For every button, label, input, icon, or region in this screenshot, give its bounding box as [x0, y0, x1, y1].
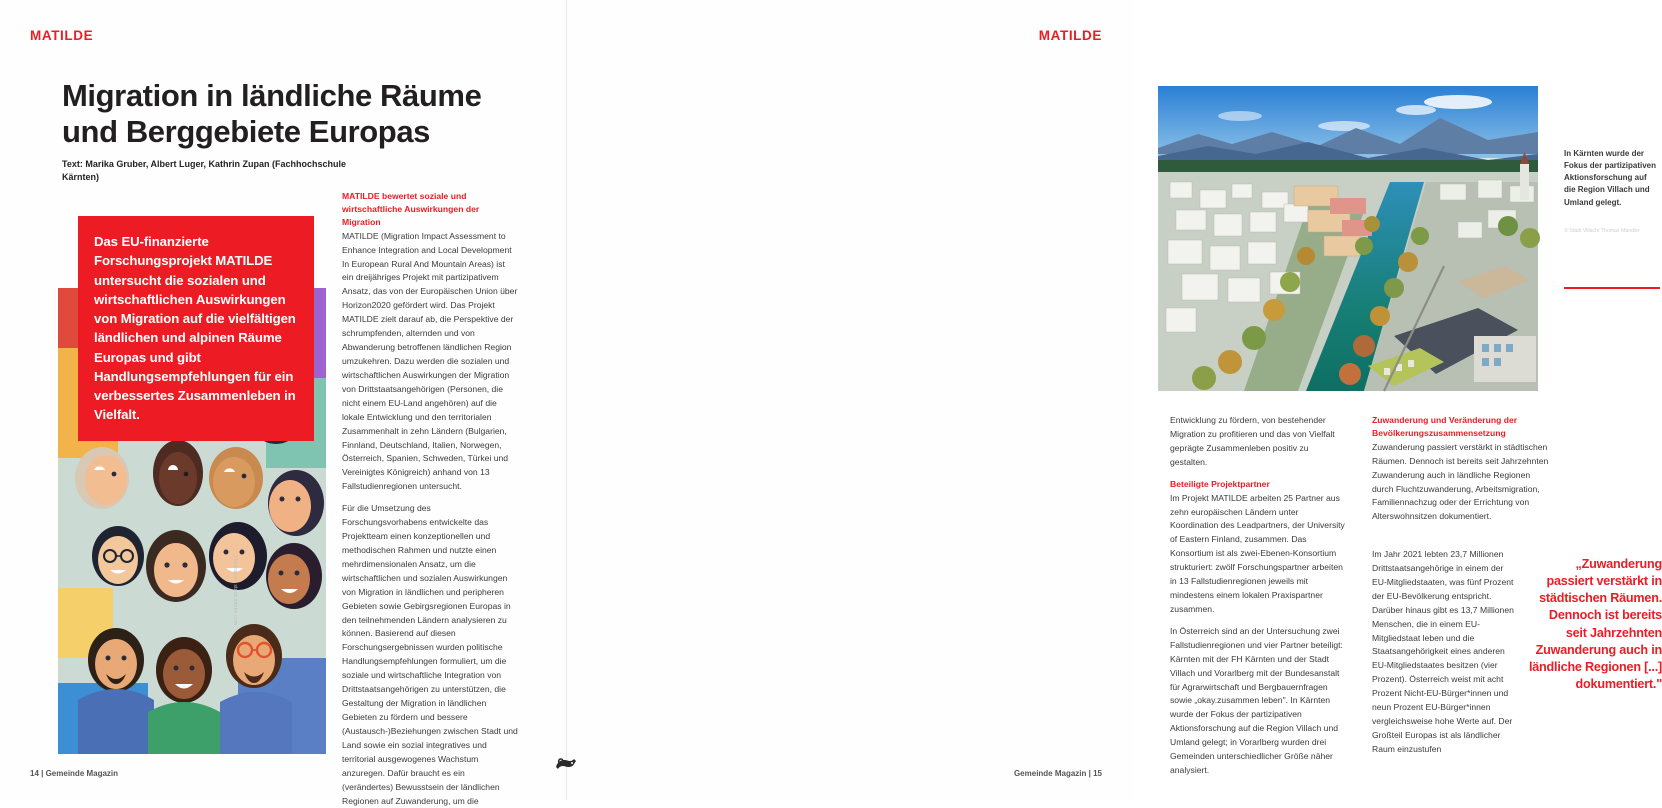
- body-column-right-1: [1170, 414, 1347, 778]
- photo-caption: In Kärnten wurde der Fokus der partizipativen Aktionsforschung auf die Region Villach und Umland gelegt.: [1564, 149, 1657, 207]
- body-column-right-2-continued: [1372, 548, 1514, 757]
- paragraph-text: MATILDE (Migration Impact Assessment to Enhance Integration and Local Development In European Rural And Mountain Areas) ist ein dreijähriges Projekt mit partizipativem Ansatz, das von der Europäischen Union über Horizon2020 gefördert wird. Das Projekt MATILDE zielt darauf ab, die Perspektive der schrumpfenden, alternden und von Abwanderung betroffenen ländlichen Region umzukehren. Dazu werden die sozialen und wirtschaftlichen Auswirkungen der Migration von Drittstaatsangehörigen (Personen, die nicht einem EU-Land angehören) auf die lokale Entwicklung und den territorialen Zusammenhalt in zehn Ländern (Bulgarien, Finnland, Deutschland, Italien, Norwegen, Österreich, Spanien, Schweden, Türkei und Vereinigtes Königreich) anhand von 13 Fallstudienregionen untersucht.: [342, 230, 518, 492]
- subheading: Beteiligte Projektpartner: [1170, 478, 1270, 489]
- folio-left: 14 | Gemeinde Magazin: [30, 769, 119, 778]
- lead-paragraph-box: Das EU-finanzierte Forschungsprojekt MATILDE untersucht die sozialen und wirtschaftlichen Auswirkungen von Migration auf die vielfältigen ländlichen und alpinen Räume Europas und gibt Handlungsempfehlungen für ein verbessertes Zusammenleben in Vielfalt.: [78, 216, 314, 441]
- subheading: Zuwanderung und Veränderung der Bevölkerungszusammensetzung: [1372, 415, 1518, 438]
- paragraph: Im Jahr 2021 lebten 23,7 Millionen Drittstaatsangehörige in einem der EU-Mitgliedstaaten, was fünf Prozent der EU-Bevölkerung entspricht. Darüber hinaus gibt es 13,7 Millionen Menschen, die in einem EU-Mitgliedstaat leben und die Staatsangehörigkeit eines anderen EU-Mitgliedstaates besitzen (vier Prozent). Österreich weist mit acht Prozent Nicht-EU-Bürger*innen und neun Prozent EU-Bürger*innen vergleichsweise hohe Werte auf. Der Großteil Europas ist als ländlicher Raum einzustufen: [1372, 549, 1514, 754]
- gutter-divider: [566, 0, 567, 800]
- running-head-left: MATILDE: [30, 28, 94, 43]
- body-column-right-2: [1372, 414, 1549, 524]
- villach-photo: [1158, 86, 1538, 391]
- photo-credit: © Stadt Villach/ Thomas Mandler: [1564, 228, 1640, 234]
- body-column-left-1: [342, 190, 518, 808]
- paragraph: Entwicklung zu fördern, von bestehender Migration zu profitieren und das von Vielfalt geprägte Zusammenleben positiv zu gestalten.: [1170, 415, 1335, 467]
- page-title: Migration in ländliche Räume und Berggebiete Europas: [62, 78, 482, 150]
- paragraph-text: Im Projekt MATILDE arbeiten 25 Partner aus zehn europäischen Ländern unter Koordination des Leadpartners, der University of Eastern Finland, zusammen. Das Konsortium ist als zwei-Ebenen-Konsortium strukturiert: zwölf Forschungspartner arbeiten in 13 Fallstudienregionen jeweils mit mindestens einem lokalen Praxispartner zusammen.: [1170, 492, 1345, 614]
- caption-rule: [1564, 287, 1660, 289]
- paragraph: [1170, 478, 1347, 617]
- byline: Text: Marika Gruber, Albert Luger, Kathrin Zupan (Fachhochschule Kärnten): [62, 159, 347, 183]
- subheading: MATILDE bewertet soziale und wirtschaftliche Auswirkungen der Migration: [342, 191, 480, 227]
- paragraph: In Österreich sind an der Untersuchung zwei Fallstudienregionen und vier Partner beteiligt: Kärnten mit der FH Kärnten und der Stadt Villach und Vorarlberg mit der Bundesanstalt für Agrarwirtschaft und Bergbauernfragen sowie „okay.zusammen leben". In Kärnten wurde der Fokus der partizipativen Aktionsforschung auf die Region Villach und Umland gelegt; in Vorarlberg wurden drei Gemeinden unterschiedlicher Größe näher analysiert.: [1170, 625, 1343, 776]
- publisher-logo-mark: [553, 754, 579, 774]
- illustration-credit: Illustration: stock.adobe.com: [232, 556, 238, 626]
- pull-quote: „Zuwanderung passiert verstärkt in städtischen Räumen. Dennoch ist bereits seit Jahrzehnten Zuwanderung auch in ländliche Regionen [...] dokumentiert.": [1528, 557, 1662, 691]
- paragraph: [1372, 414, 1549, 524]
- running-head-right: MATILDE: [1038, 28, 1102, 43]
- paragraph-text: Zuwanderung passiert verstärkt in städtischen Räumen. Dennoch ist bereits seit Jahrzehnten Zuwanderung auch in ländliche Regionen durch Fluchtzuwanderung, Arbeitsmigration, Familiennachzug oder der Errichtung von Alterswohnsitzen dokumentiert.: [1372, 441, 1549, 522]
- folio-right: Gemeinde Magazin | 15: [1013, 769, 1102, 778]
- paragraph: [342, 190, 518, 494]
- paragraph: Für die Umsetzung des Forschungsvorhabens entwickelte das Projektteam einen konzeptionellen und methodischen Rahmen und nutzte einen mehrdimensionalen Ansatz, um die wirtschaftlichen und sozialen Auswirkungen von Migration in ländlichen und peripheren Gebieten sowie Gebirgsregionen Europas in den teilnehmenden Ländern analysieren zu können. Basierend auf diesen Forschungsergebnissen wurden politische Handlungsempfehlungen formuliert, um die soziale und wirtschaftliche Integration von Drittstaatsangehörigen zu unterstützen, die Gestaltung der Migration in ländlichen Gebieten zu fördern und bessere (Austausch-)Beziehungen zwischen Stadt und Land sowie ein sozial integratives und territorial ausgewogenes Wachstum anzuregen. Dafür braucht es ein (verändertes) Bewusstsein der ländlichen Regionen auf Zuwanderung, um die: [342, 503, 518, 806]
- page-right: [566, 0, 1662, 800]
- page-left: [0, 0, 566, 806]
